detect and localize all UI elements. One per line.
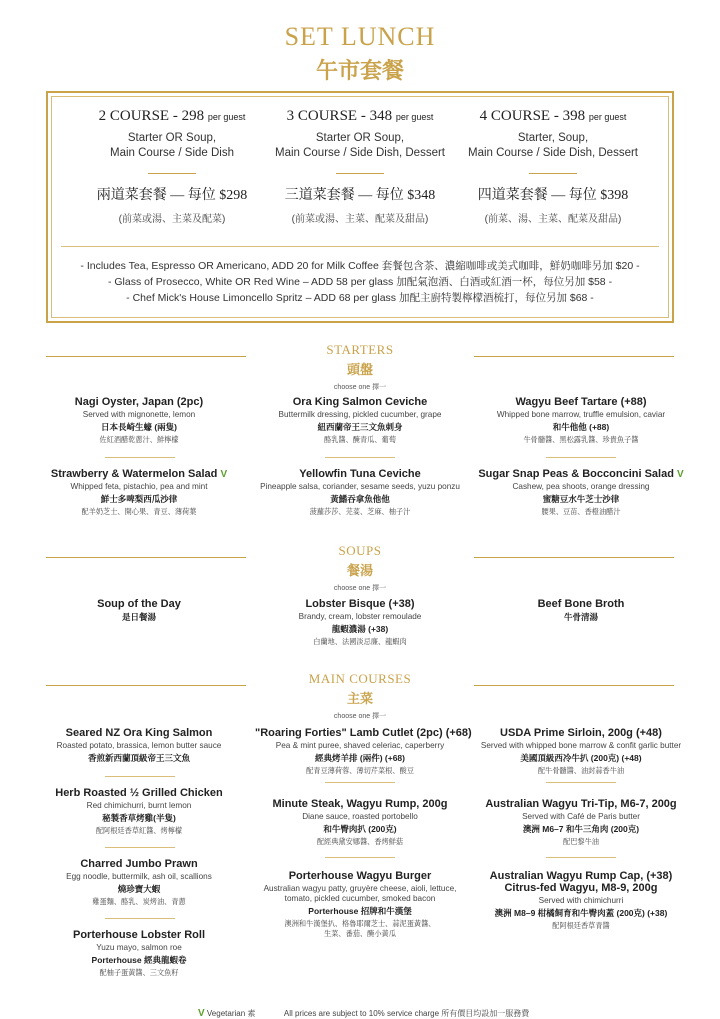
soup-zh-sub: 白蘭地、法國淡忌廉、龍蝦肉 <box>313 637 407 646</box>
soups-choose: choose one 擇一 <box>333 585 387 592</box>
main-desc: Diane sauce, roasted portobello <box>302 812 418 821</box>
main-name: Minute Steak, Wagyu Rump, 200g <box>272 798 448 810</box>
main-zh-sub: 配柚子蛋黃醬、三文魚籽 <box>99 968 179 977</box>
starter-item <box>255 396 465 445</box>
main-zh-sub: 生菜、番茄、醃小黃瓜 <box>324 929 396 938</box>
main-name: Australian Wagyu Tri-Tip, M6-7, 200g <box>485 798 677 810</box>
course-3-unit: per guest <box>395 112 434 122</box>
starters-choose: choose one 擇一 <box>333 384 387 391</box>
main-item <box>255 727 472 776</box>
vegetarian-icon: V <box>198 1008 205 1019</box>
starter-desc: Pineapple salsa, coriander, sesame seeds, yuzu ponzu <box>260 482 460 491</box>
starter-zh: 紐西蘭帝王三文魚刺身 <box>317 422 403 432</box>
main-zh-sub: 雞蛋麵、酪乳、炭烤油、青蔥 <box>92 897 186 906</box>
extra-wine: - Glass of Prosecco, White OR Red Wine – ADD 58 per glass 加配氣泡酒、白酒或紅酒一杯，每位另加 $58 - <box>107 276 613 288</box>
mains-row-rule <box>546 782 616 783</box>
footer <box>198 1008 529 1019</box>
mains-row-rule <box>105 918 175 919</box>
vegetarian-icon: V <box>220 469 228 480</box>
course-4-desc-2: Main Course / Side Dish, Dessert <box>467 147 638 159</box>
main-zh-sub: 配阿根廷香草紅醬、烤檸檬 <box>95 826 183 835</box>
main-name: Seared NZ Ora King Salmon <box>65 727 213 739</box>
mains-heading <box>0 671 720 721</box>
soups-title: SOUPS <box>338 543 382 558</box>
main-item <box>34 727 244 764</box>
vegetarian-icon: V <box>677 469 684 480</box>
main-zh: 秘製香草烤雞(半隻) <box>102 813 176 823</box>
vegetarian-legend: Vegetarian 素 <box>206 1009 256 1018</box>
box-divider <box>61 246 659 247</box>
soup-zh: 牛骨清湯 <box>563 612 598 622</box>
mains-row-rule <box>105 847 175 848</box>
course-3-rule <box>336 173 384 174</box>
main-zh-sub: 配青豆薄荷蓉、薄切芹菜根、酸豆 <box>306 766 414 775</box>
starter-item <box>255 468 465 517</box>
starter-desc: Whipped bone marrow, truffle emulsion, caviar <box>496 410 666 419</box>
starter-name: Sugar Snap Peas & Bocconcini Salad <box>478 468 674 480</box>
soups-heading <box>0 543 720 593</box>
main-zh: 澳洲 M6–7 和牛三角肉 (200克) <box>522 824 640 834</box>
starter-desc: Cashew, pea shoots, orange dressing <box>512 482 650 491</box>
main-item <box>34 929 244 978</box>
main-name: Australian Wagyu Rump Cap, (+38) <box>489 870 673 882</box>
main-zh-sub: 配阿根廷香草青醬 <box>552 921 610 930</box>
main-item <box>466 798 696 847</box>
main-item <box>34 858 244 907</box>
main-item <box>466 870 696 931</box>
main-name: Porterhouse Wagyu Burger <box>288 870 432 882</box>
main-desc: Egg noodle, buttermilk, ash oil, scallions <box>66 872 212 881</box>
starters-row-rule <box>105 457 175 458</box>
starter-zh-sub: 配羊奶芝士、開心果、青豆、薄荷葉 <box>81 507 197 516</box>
starters-heading <box>0 342 720 392</box>
starter-zh-sub: 菠蘿莎莎、芫荽、芝麻、柚子汁 <box>309 507 411 516</box>
main-zh: 香煎新西蘭頂級帝王三文魚 <box>87 753 190 763</box>
mains-row-rule <box>325 782 395 783</box>
main-item <box>255 870 465 939</box>
main-desc: Australian wagyu patty, gruyère cheese, aioli, lettuce, <box>263 884 457 893</box>
page-title: SET LUNCH <box>284 22 436 51</box>
starter-name: Wagyu Beef Tartare (+88) <box>515 396 647 408</box>
soup-zh: 龍蝦濃湯 (+38) <box>331 624 389 634</box>
mains-choose: choose one 擇一 <box>333 713 387 720</box>
mains-row-rule <box>325 857 395 858</box>
starter-item <box>476 468 686 517</box>
course-4-unit: per guest <box>588 112 627 122</box>
extras-list <box>52 258 668 306</box>
starter-zh: 鮮士多啤梨西瓜沙律 <box>100 494 178 504</box>
main-item <box>255 798 465 847</box>
starter-desc: Served with mignonette, lemon <box>82 410 196 419</box>
main-desc: Served with whipped bone marrow & confit garlic butter <box>480 741 682 750</box>
course-2 <box>72 108 272 225</box>
starter-zh: 黃鰭吞拿魚他他 <box>330 494 390 504</box>
soup-item <box>34 598 244 623</box>
main-name: USDA Prime Sirloin, 200g (+48) <box>500 727 662 739</box>
starters-title: STARTERS <box>326 342 394 357</box>
course-4-name: 4 COURSE - 398 <box>479 108 586 124</box>
starter-zh-sub: 佐紅酒醋乾蔥汁、鮮檸檬 <box>99 435 179 444</box>
page-title-zh: 午市套餐 <box>315 58 404 83</box>
main-item <box>466 727 696 776</box>
course-3 <box>260 108 460 225</box>
course-2-rule <box>148 173 196 174</box>
main-zh: 和牛臀肉扒 (200克) <box>323 824 397 834</box>
starter-name: Yellowfin Tuna Ceviche <box>299 468 421 480</box>
course-2-desc-2: Main Course / Side Dish <box>110 147 234 159</box>
starter-name: Ora King Salmon Ceviche <box>292 396 428 408</box>
soup-item <box>476 598 686 623</box>
service-charge-note: All prices are subject to 10% service charge 所有價目均設加一服務費 <box>283 1009 530 1018</box>
mains-title: MAIN COURSES <box>308 671 412 686</box>
starter-zh-sub: 酪乳醬、醃青瓜、葡萄 <box>324 435 396 444</box>
soup-name: Beef Bone Broth <box>537 598 625 610</box>
course-3-zh: 三道菜套餐 — 每位 $348 <box>284 188 436 203</box>
soup-item <box>255 598 465 647</box>
course-3-name: 3 COURSE - 348 <box>286 108 393 124</box>
mains-title-zh: 主菜 <box>346 691 373 706</box>
main-name: Charred Jumbo Prawn <box>80 858 198 870</box>
course-4-zh: 四道菜套餐 — 每位 $398 <box>477 188 629 203</box>
soup-desc: Brandy, cream, lobster remoulade <box>298 612 422 621</box>
main-zh: Porterhouse 招牌和牛漢堡 <box>308 906 412 916</box>
course-4 <box>453 108 653 225</box>
extra-spritz: - Chef Mick's House Limoncello Spritz – ADD 68 per glass 加配主廚特製檸檬酒梳打，每位另加 $68 - <box>126 292 594 304</box>
starter-desc: Whipped feta, pistachio, pea and mint <box>70 482 208 491</box>
starter-zh: 日本長崎生蠔 (兩隻) <box>100 422 178 432</box>
course-2-name: 2 COURSE - 298 <box>98 108 205 124</box>
course-2-zh: 兩道菜套餐 — 每位 $298 <box>96 188 248 203</box>
main-desc: Served with chimichurri <box>538 896 624 905</box>
main-desc: Red chimichurri, burnt lemon <box>86 801 192 810</box>
main-desc: Yuzu mayo, salmon roe <box>96 943 182 952</box>
starter-desc: Buttermilk dressing, pickled cucumber, grape <box>278 410 442 419</box>
main-desc: Pea & mint puree, shaved celeriac, caperberry <box>275 741 445 750</box>
soup-name: Soup of the Day <box>97 598 181 610</box>
extra-coffee: - Includes Tea, Espresso OR Americano, ADD 20 for Milk Coffee 套餐包含茶、濃縮咖啡或美式咖啡，鮮奶咖啡另加 $20 - <box>80 260 640 272</box>
starter-zh: 和牛他他 (+88) <box>552 422 610 432</box>
soups-title-zh: 餐湯 <box>346 563 373 578</box>
starter-name: Strawberry & Watermelon Salad <box>50 468 218 480</box>
mains-row-rule <box>105 776 175 777</box>
main-name: Herb Roasted ½ Grilled Chicken <box>55 787 223 799</box>
main-name: Citrus-fed Wagyu, M8-9, 200g <box>504 882 658 894</box>
main-desc: Roasted potato, brassica, lemon butter sauce <box>56 741 222 750</box>
main-name: Porterhouse Lobster Roll <box>72 929 206 941</box>
main-zh-sub: 澳洲和牛漢堡扒、格魯耶爾芝士、蒜泥蛋黃醬、 <box>284 919 436 928</box>
starters-title-zh: 頭盤 <box>346 362 373 377</box>
main-desc: Served with Café de Paris butter <box>522 812 640 821</box>
starter-item <box>476 396 686 445</box>
main-zh: Porterhouse 經典龍蝦卷 <box>91 955 187 965</box>
main-zh: 美國頂級西冷牛扒 (200克) (+48) <box>520 753 642 763</box>
course-2-zh-sub: (前菜或湯、主菜及配菜) <box>118 214 226 225</box>
main-zh: 經典烤羊排 (兩件) (+68) <box>315 753 405 763</box>
main-zh: 燒珍寶大蝦 <box>117 884 161 894</box>
starters-row-rule <box>546 457 616 458</box>
course-4-desc-1: Starter, Soup, <box>517 132 589 144</box>
course-3-desc-2: Main Course / Side Dish, Dessert <box>274 147 445 159</box>
course-4-zh-sub: (前菜、湯、主菜、配菜及甜品) <box>484 214 622 225</box>
main-item <box>34 787 244 836</box>
starters-row-rule <box>325 457 395 458</box>
starter-item <box>34 468 244 517</box>
main-zh-sub: 配巴黎牛油 <box>563 837 599 846</box>
main-name: "Roaring Forties" Lamb Cutlet (2pc) (+68) <box>255 727 472 739</box>
course-3-desc-1: Starter OR Soup, <box>315 132 405 144</box>
course-3-zh-sub: (前菜或湯、主菜、配菜及甜品) <box>291 214 429 225</box>
course-2-desc-1: Starter OR Soup, <box>127 132 217 144</box>
main-desc: tomato, pickled cucumber, smoked bacon <box>284 894 436 903</box>
main-zh-sub: 配牛骨髓醬、油封蒜香牛油 <box>537 766 625 775</box>
course-2-unit: per guest <box>207 112 246 122</box>
starter-zh-sub: 牛骨髓醬、黑松露乳醬、珍貴魚子醬 <box>523 435 639 444</box>
starter-name: Nagi Oyster, Japan (2pc) <box>74 396 204 408</box>
main-zh: 澳洲 M8–9 柑橘飼育和牛臀肉蓋 (200克) (+38) <box>494 908 668 918</box>
soup-zh: 是日餐湯 <box>121 612 156 622</box>
course-4-rule <box>529 173 577 174</box>
soup-name: Lobster Bisque (+38) <box>305 598 415 610</box>
mains-row-rule <box>546 857 616 858</box>
starter-zh-sub: 腰果、豆苗、香橙油醋汁 <box>541 507 621 516</box>
main-zh-sub: 配經典黛安娜醬、香烤鮮菇 <box>316 837 404 846</box>
starter-item <box>34 396 244 445</box>
starter-zh: 蜜糖豆水牛芝士沙律 <box>542 494 620 504</box>
